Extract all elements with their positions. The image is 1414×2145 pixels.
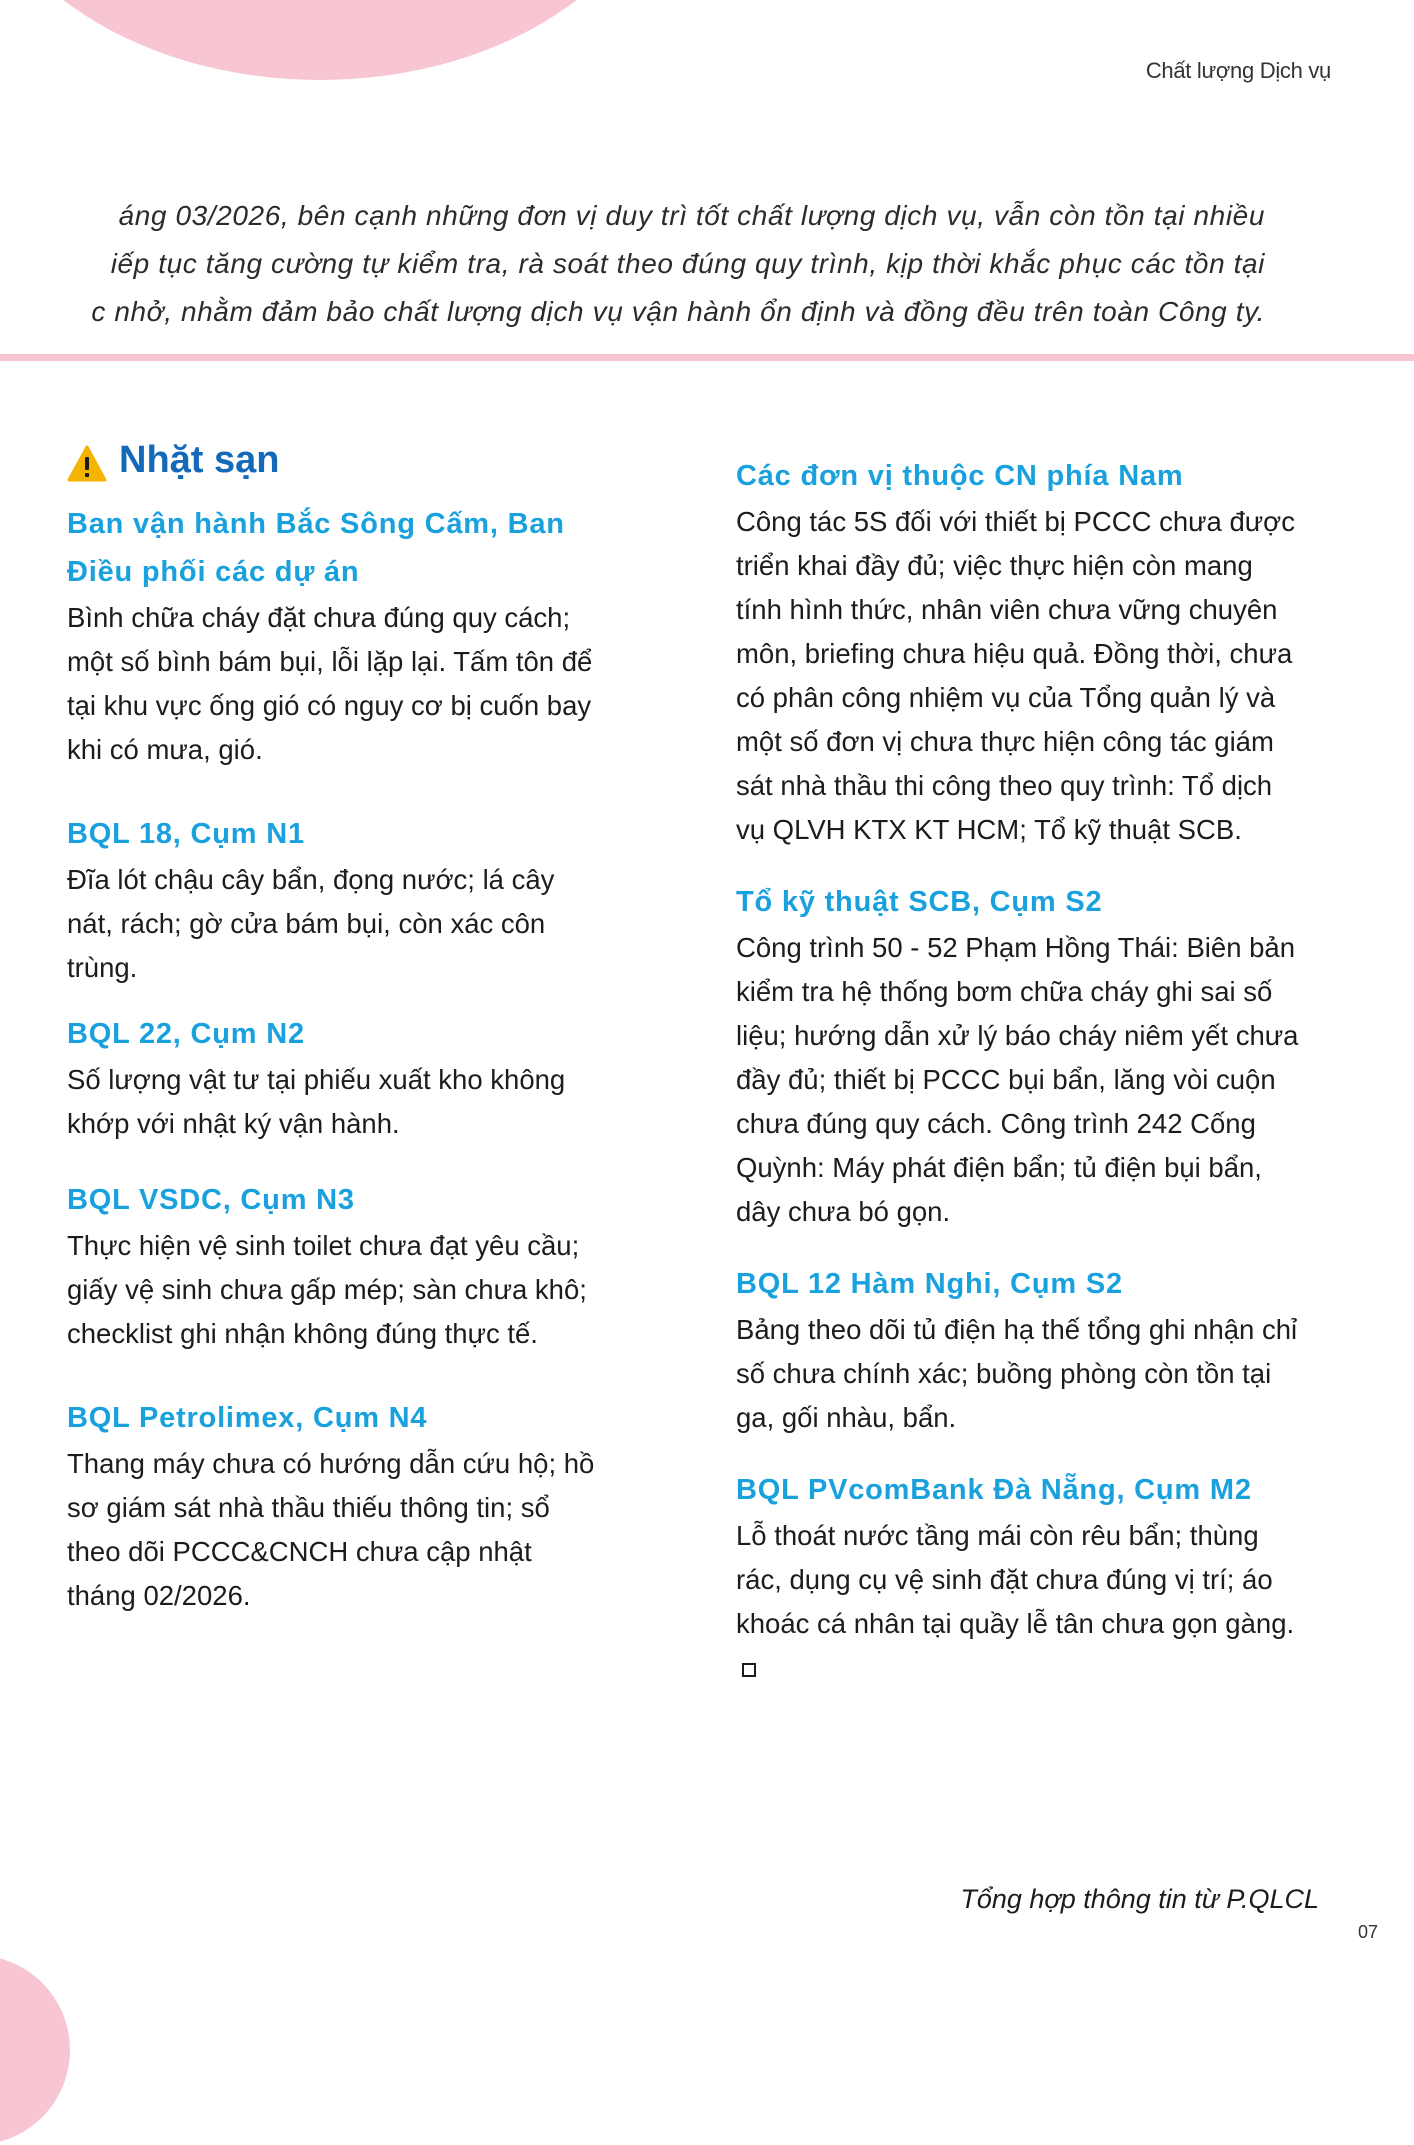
issue-block: [67, 1394, 607, 1618]
issue-text: Đĩa lót chậu cây bẩn, đọng nước; lá cây nát, rách; gờ cửa bám bụi, còn xác côn trùng.: [67, 864, 555, 983]
section-title: [67, 430, 607, 490]
source-note: Tổng hợp thông tin từ P.QLCL: [960, 1884, 1319, 1914]
issue-text: [736, 1514, 1306, 1690]
issue-block: [736, 452, 1306, 852]
issue-block: [67, 1010, 607, 1146]
issue-text: Số lượng vật tư tại phiếu xuất kho không khớp với nhật ký vận hành.: [67, 1064, 566, 1139]
issue-block: [67, 500, 607, 772]
issue-text-content: Lỗ thoát nước tầng mái còn rêu bẩn; thùng rác, dụng cụ vệ sinh đặt chưa đúng vị trí; áo khoác cá nhân tại quầy lễ tân chưa gọn gàng.: [736, 1520, 1295, 1639]
issue-text: Thực hiện vệ sinh toilet chưa đạt yêu cầu; giấy vệ sinh chưa gấp mép; sàn chưa khô; checklist ghi nhận không đúng thực tế.: [67, 1230, 587, 1349]
issue-block: [736, 878, 1306, 1234]
unit-title: BQL Petrolimex, Cụm N4: [67, 1402, 428, 1434]
issue-text: Thang máy chưa có hướng dẫn cứu hộ; hồ sơ giám sát nhà thầu thiếu thông tin; sổ theo dõi PCCC&CNCH chưa cập nhật tháng 02/2026.: [67, 1448, 595, 1611]
unit-title: BQL 18, Cụm N1: [67, 818, 305, 850]
warning-icon: [67, 441, 107, 479]
intro-line: iếp tục tăng cường tự kiểm tra, rà soát theo đúng quy trình, kịp thời khắc phục các tồn tại: [110, 248, 1265, 279]
section-header: Chất lượng Dịch vụ: [1145, 58, 1331, 83]
section-title-text: Nhặt sạn: [119, 439, 280, 481]
issue-text: Công tác 5S đối với thiết bị PCCC chưa được triển khai đầy đủ; việc thực hiện còn mang tính hình thức, nhân viên chưa vững chuyên môn, briefing chưa hiệu quả. Đồng thời, chưa có phân công nhiệm vụ của Tổng quản lý và một số đơn vị chưa thực hiện công tác giám sát nhà thầu thi công theo quy trình: Tổ dịch vụ QLVH KTX KT HCM; Tổ kỹ thuật SCB.: [736, 506, 1295, 845]
unit-title: BQL 12 Hàm Nghi, Cụm S2: [736, 1268, 1123, 1300]
issue-block: [736, 1260, 1306, 1440]
issue-block: [67, 810, 607, 990]
decorative-pink-circle-bottom: [0, 1955, 70, 2145]
unit-title: BQL VSDC, Cụm N3: [67, 1184, 355, 1216]
unit-title: Tổ kỹ thuật SCB, Cụm S2: [736, 886, 1103, 918]
intro-line: c nhở, nhằm đảm bảo chất lượng dịch vụ vận hành ổn định và đồng đều trên toàn Công ty.: [91, 296, 1265, 327]
issue-block: [67, 1176, 607, 1356]
issue-block: [736, 1466, 1306, 1690]
unit-title: Ban vận hành Bắc Sông Cấm, Ban Điều phối các dự án: [67, 508, 565, 588]
unit-title: BQL 22, Cụm N2: [67, 1018, 305, 1050]
left-column: [67, 430, 607, 1618]
right-column: [736, 452, 1306, 1690]
decorative-pink-circle-top: [0, 0, 670, 80]
issue-text: Bảng theo dõi tủ điện hạ thế tổng ghi nhận chỉ số chưa chính xác; buồng phòng còn tồn tại ga, gối nhàu, bẩn.: [736, 1314, 1298, 1433]
unit-title: BQL PVcomBank Đà Nẵng, Cụm M2: [736, 1474, 1252, 1506]
intro-paragraph: [0, 192, 1265, 336]
page-number: 07: [1357, 1922, 1378, 1942]
issue-text: Bình chữa cháy đặt chưa đúng quy cách; một số bình bám bụi, lỗi lặp lại. Tấm tôn để tại khu vực ống gió có nguy cơ bị cuốn bay khi có mưa, gió.: [67, 602, 593, 765]
end-mark-icon: [742, 1663, 756, 1677]
issue-text: Công trình 50 - 52 Phạm Hồng Thái: Biên bản kiểm tra hệ thống bơm chữa cháy ghi sai số liệu; hướng dẫn xử lý báo cháy niêm yết chưa đầy đủ; thiết bị PCCC bụi bẩn, lăng vòi cuộn chưa đúng quy cách. Công trình 242 Cống Quỳnh: Máy phát điện bẩn; tủ điện bụi bẩn, dây chưa bó gọn.: [736, 932, 1299, 1227]
intro-line: áng 03/2026, bên cạnh những đơn vị duy trì tốt chất lượng dịch vụ, vẫn còn tồn tại nhiều: [118, 200, 1265, 231]
pink-divider: [0, 354, 1414, 361]
unit-title: Các đơn vị thuộc CN phía Nam: [736, 460, 1184, 492]
